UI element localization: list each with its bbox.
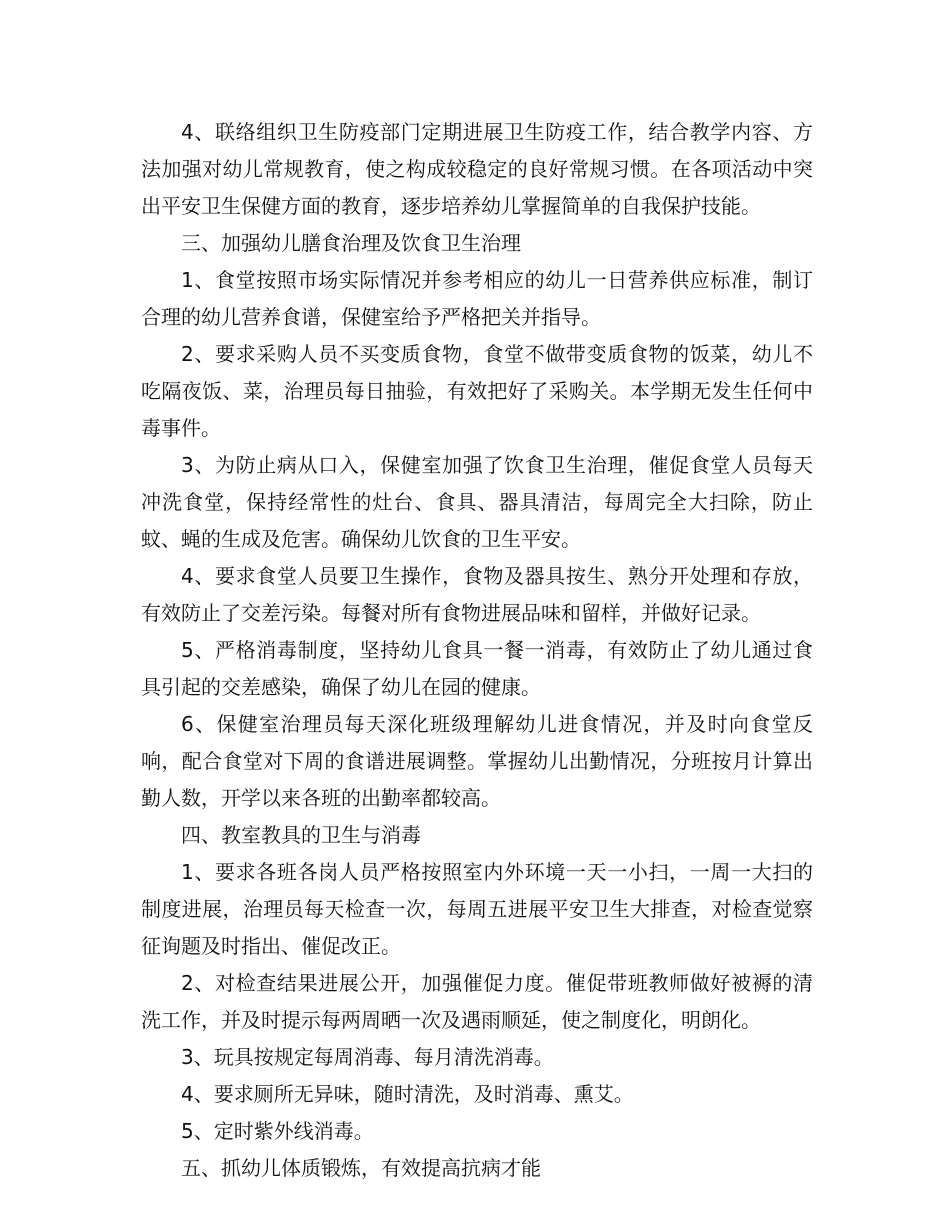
paragraph-canteen-operation: 4、要求食堂人员要卫生操作，食物及器具按生、熟分开处理和存放，有效防止了交差污染。每餐对所有食物进展品味和留样，并做好记录。 bbox=[141, 564, 813, 625]
document-body bbox=[141, 114, 813, 1187]
paragraph-canteen-menu: 1、食堂按照市场实际情况并参考相应的幼儿一日营养供应标准，制订合理的幼儿营养食谱，保健室给予严格把关并指导。 bbox=[141, 268, 813, 329]
section-heading-5: 五、抓幼儿体质锻炼，有效提高抗病才能 bbox=[181, 1156, 541, 1180]
paragraph-results-public: 2、对检查结果进展公开，加强催促力度。催促带班教师做好被褥的清洗工作，并及时提示每两周晒一次及遇雨顺延，使之制度化，明朗化。 bbox=[141, 971, 813, 1032]
paragraph-toy-disinfection: 3、玩具按规定每周消毒、每月清洗消毒。 bbox=[181, 1045, 554, 1069]
paragraph-purchasing: 2、要求采购人员不买变质食物，食堂不做带变质食物的饭菜，幼儿不吃隔夜饭、菜，治理员每日抽验，有效把好了采购关。本学期无发生任何中毒事件。 bbox=[141, 342, 813, 440]
paragraph-uv: 5、定时紫外线消毒。 bbox=[181, 1119, 374, 1143]
paragraph-attendance: 6、保健室治理员每天深化班级理解幼儿进食情况，并及时向食堂反响，配合食堂对下周的食谱进展调整。掌握幼儿出勤情况，分班按月计算出勤人数，开学以来各班的出勤率都较高。 bbox=[141, 712, 813, 810]
paragraph-food-hygiene: 3、为防止病从口入，保健室加强了饮食卫生治理，催促食堂人员每天冲洗食堂，保持经常性的灶台、食具、器具清洁，每周完全大扫除，防止蚊、蝇的生成及危害。确保幼儿饮食的卫生平安。 bbox=[141, 453, 813, 551]
section-heading-4: 四、教室教具的卫生与消毒 bbox=[181, 823, 421, 847]
paragraph-toilet: 4、要求厕所无异味，随时清洗，及时消毒、熏艾。 bbox=[181, 1082, 634, 1106]
paragraph-cleaning-inspection: 1、要求各班各岗人员严格按照室内外环境一天一小扫，一周一大扫的制度进展，治理员每天检查一次，每周五进展平安卫生大排查，对检查觉察征询题及时指出、催促改正。 bbox=[141, 860, 813, 958]
section-heading-3: 三、加强幼儿膳食治理及饮食卫生治理 bbox=[181, 231, 521, 255]
paragraph-disinfection: 5、严格消毒制度，坚持幼儿食具一餐一消毒，有效防止了幼儿通过食具引起的交差感染，确保了幼儿在园的健康。 bbox=[141, 638, 813, 699]
paragraph-item-4-hygiene-epidemic: 4、联络组织卫生防疫部门定期进展卫生防疫工作，结合教学内容、方法加强对幼儿常规教育，使之构成较稳定的良好常规习惯。在各项活动中突出平安卫生保健方面的教育，逐步培养幼儿掌握简单的自我保护技能。 bbox=[141, 120, 813, 218]
